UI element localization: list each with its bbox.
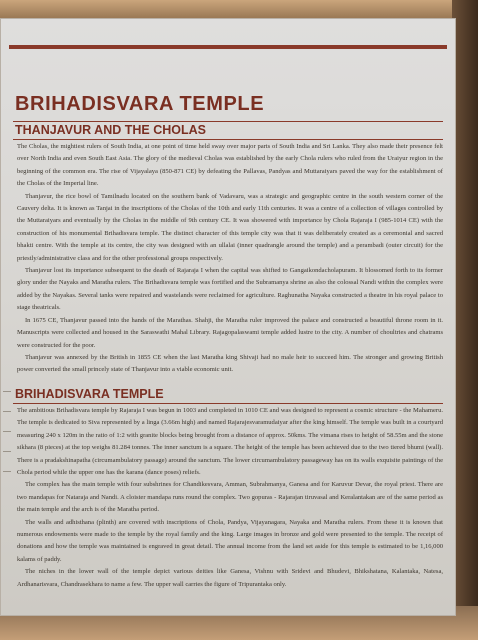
information-board	[0, 18, 456, 616]
paragraph: The Cholas, the mightiest rulers of South India, at one point of time held sway over major parts of South India and Sri Lanka. They also made their presence felt over North India and even South East Asia. The glory of the medieval Cholas was established by the early Chola rulers who ruled from the Uraiyur region in the beginning of the common era. The rise of Vijayalaya (850-871 CE) by defeating the Pallavas, Pandyas and Muttaraiyars paved the way for the establishment of the Cholas of the Imperial line.	[17, 143, 443, 188]
margin-mark	[3, 431, 11, 432]
margin-mark	[3, 391, 11, 392]
paragraph: The walls and adhisthana (plinth) are covered with inscriptions of Chola, Pandya, Vijayanagara, Nayaka and Maratha rulers. From these it is known that numerous endowments were made to the temple by the royal family and the king. Large images in bronze and gold were presented to the temple. The receipt of donations and how the temple was maintained is engraved in great detail. The annual income from the land set aside for this temple is estimated to be 1,16,000 kalams of paddy.	[17, 518, 443, 563]
section-body-thanjavur	[17, 141, 443, 377]
section-heading-brihadisvara: BRIHADISVARA TEMPLE	[15, 387, 164, 401]
paragraph: Thanjavur lost its importance subsequent to the death of Rajaraja I when the capital was shifted to Gangaikondacholapuram. It blossomed forth to its former glory under the Nayaks and Maratha rulers. The Brihadisvara temple was fortified and the Subramanya shrine as also the colossal Nandi within the complex were added by the Nayakas. Several tanks were repaired and wastelands were reclaimed for agriculture. Raghunatha Nayaka constructed a theatre in his royal palace to stage theatricals.	[17, 267, 443, 312]
section-divider-2	[13, 403, 443, 404]
margin-mark	[3, 411, 11, 412]
paragraph: The niches in the lower wall of the temple depict various deities like Ganesa, Vishnu with Sridevi and Bhudevi, Bhikshatana, Kalantaka, Natesa, Ardhanarisvara, Chandrasekhara to name a few. The upper wall carries the figure of Tripurantaka only.	[17, 568, 443, 588]
paragraph: Thanjavur was annexed by the British in 1855 CE when the last Maratha king Shivaji had no male heir to succeed him. The stronger and growing British power converted the small princely state of Thanjavur into a viable economic unit.	[17, 353, 443, 374]
section-heading-thanjavur: THANJAVUR AND THE CHOLAS	[15, 123, 206, 137]
paragraph: In 1675 CE, Thanjavur passed into the hands of the Marathas. Shahji, the Maratha ruler improved the palace and constructed a beautiful throne room in it. Manuscripts were collected and housed in the Saraswathi Mahal Library. Rajagopalaswami temple added lustre to the city. A number of choultries and chatrams were constructed for the poor.	[17, 316, 443, 349]
margin-mark	[3, 471, 11, 472]
title-divider	[13, 121, 443, 122]
margin-mark	[3, 451, 11, 452]
paragraph: The ambitious Brihadisvara temple by Rajaraja I was begun in 1003 and completed in 1010 CE and was designed to represent a cosmic structure - the Mahameru. The temple is dedicated to Siva represented by a linga (3.66m high) and named Rajarajesvaramudaiyar after the king himself. The temple was built in a courtyard measuring 240 x 120m in the ratio of 1:2 with granite blocks being brought from a distance of approx. 50kms. The vimana rises to height of 58.55m and the stone sikhara (8 pieces) at the top weighs 81.284 tonnes. The inner sanctum is a square. The height of the temple has been achieved due to the two tiered bhumi (wall). There is a pradakshinapatha (circumambulatory passage) around the sanctum. The lower circumambulatory passageway has on its walls exquisite paintings of the Chola period while the upper one has the karana (dance poses) reliefs.	[17, 407, 443, 477]
paragraph: The complex has the main temple with four subshrines for Chandikesvara, Amman, Subrahmanya, Ganesa and for Karuvur Devar, the royal priest. There are two mandapas for Nataraja and Nandi. A cloister mandapa runs round the complex. Two gopuras - Rajarajan tiruvasal and Keralantakan are of the same period as the main temple and the arch is of the Maratha period.	[17, 481, 443, 514]
page-title: BRIHADISVARA TEMPLE	[15, 93, 265, 115]
paragraph: Thanjavur, the rice bowl of Tamilnadu located on the southern bank of Vadavaru, was a strategic and geographic centre in the south western corner of the Cauvery delta. It is known as Tanjai in the inscriptions of the Cholas of the 10th and early 11th centuries. It was a centre of a collection of villages controlled by the Muttaraiyars and eventually by the Cholas in the middle of 9th century CE. It was showered with importance by Chola Rajaraja I (985-1014 CE) with the construction of his monumental Brihadisvara temple. The distinct character of this temple city was that it was deliberately created as a ceremonial and sacred bhakti centre. With the temple at its centre, the city was designed with an ullalai (inner quadrangle around the temple) and a perambadi (outer circuit) for the priestly/administrative class and for the other professional groups respectively.	[17, 192, 443, 262]
top-ribbon	[9, 45, 447, 49]
section-divider-1	[13, 139, 443, 140]
section-body-brihadisvara	[17, 405, 443, 591]
